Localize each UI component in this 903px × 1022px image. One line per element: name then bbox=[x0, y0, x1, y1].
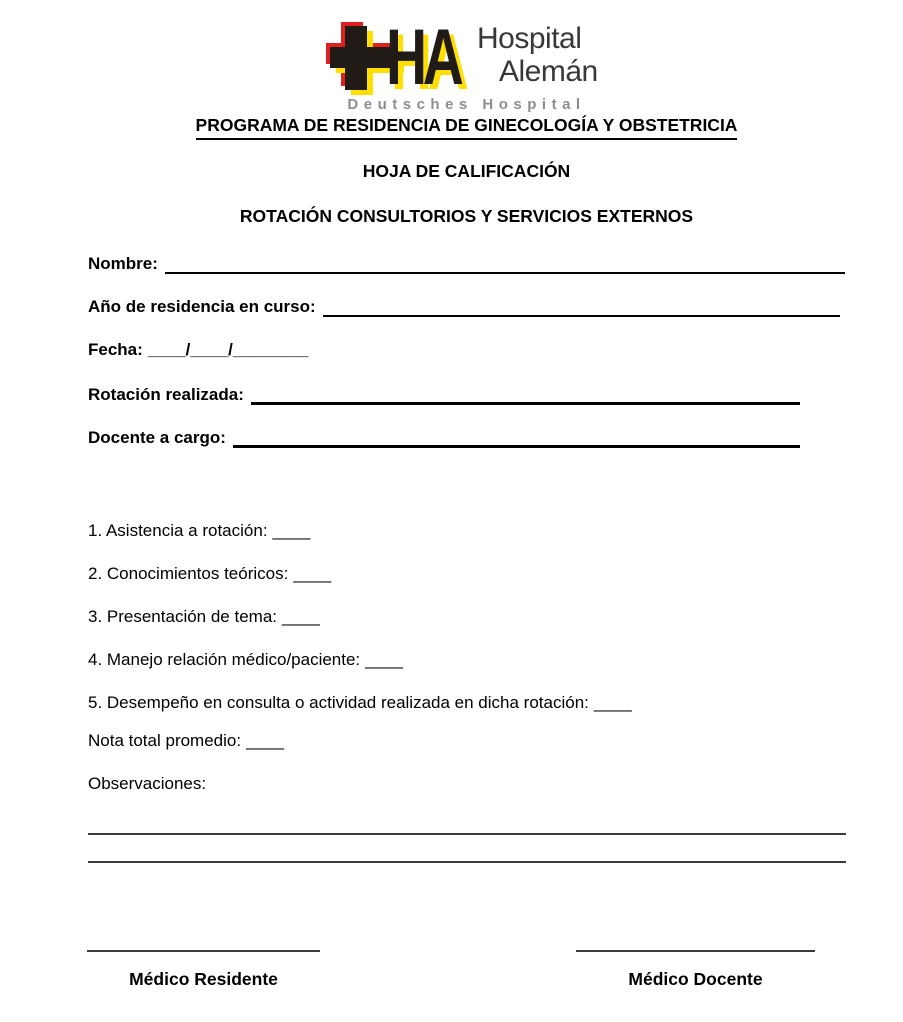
item-label: 5. Desempeño en consulta o actividad realizada en dicha rotación: bbox=[88, 693, 589, 712]
nota-label: Nota total promedio: bbox=[88, 731, 242, 750]
hospital-aleman-logo bbox=[330, 12, 470, 101]
item-label: 1. Asistencia a rotación: bbox=[88, 521, 268, 540]
item-label: 3. Presentación de tema: bbox=[88, 607, 278, 626]
heading-sheet: HOJA DE CALIFICACIÓN bbox=[362, 161, 571, 181]
fecha-label: Fecha: bbox=[88, 340, 143, 359]
nota-blank: ____ bbox=[246, 731, 284, 750]
field-docente bbox=[88, 428, 800, 448]
heading-rotation: ROTACIÓN CONSULTORIOS Y SERVICIOS EXTERNOS bbox=[239, 206, 694, 226]
item-asistencia bbox=[88, 521, 310, 541]
item-presentacion bbox=[88, 607, 320, 627]
item-blank: ____ bbox=[282, 607, 320, 626]
item-blank: ____ bbox=[593, 693, 632, 712]
field-fecha bbox=[88, 340, 309, 360]
item-manejo bbox=[88, 650, 403, 670]
field-anio bbox=[88, 297, 840, 317]
logo-monogram: HA bbox=[386, 12, 460, 101]
signature-label-docente: Médico Docente bbox=[628, 969, 763, 989]
observaciones-row bbox=[88, 774, 206, 794]
rotacion-label: Rotación realizada: bbox=[88, 385, 244, 404]
signature-line-residente bbox=[87, 934, 320, 952]
hospital-name-line1: Hospital bbox=[477, 22, 582, 55]
signature-label-residente: Médico Residente bbox=[129, 969, 278, 989]
rotacion-line bbox=[251, 383, 800, 405]
hospital-name bbox=[477, 22, 598, 88]
item-label: 4. Manejo relación médico/paciente: bbox=[88, 650, 361, 669]
item-label: 2. Conocimientos teóricos: bbox=[88, 564, 289, 583]
anio-label: Año de residencia en curso: bbox=[88, 297, 316, 316]
item-blank: ____ bbox=[365, 650, 403, 669]
anio-line bbox=[323, 296, 840, 317]
field-nombre bbox=[88, 254, 845, 274]
docente-label: Docente a cargo: bbox=[88, 428, 226, 447]
item-blank: ____ bbox=[293, 564, 332, 583]
hospital-tagline: Deutsches Hospital bbox=[347, 96, 586, 113]
fecha-blank: ____/____/________ bbox=[147, 340, 309, 359]
nombre-label: Nombre: bbox=[88, 254, 158, 273]
item-desempeno bbox=[88, 693, 632, 713]
observaciones-line-1 bbox=[88, 817, 846, 835]
field-rotacion bbox=[88, 385, 800, 405]
item-blank: ____ bbox=[272, 521, 311, 540]
item-conocimientos bbox=[88, 564, 331, 584]
docente-line bbox=[233, 426, 800, 448]
observaciones-line-2 bbox=[88, 845, 846, 863]
observaciones-label: Observaciones: bbox=[88, 774, 207, 793]
field-nota bbox=[88, 731, 284, 751]
heading-program: PROGRAMA DE RESIDENCIA DE GINECOLOGÍA Y OBSTETRICIA bbox=[88, 115, 845, 140]
nombre-line bbox=[165, 253, 845, 274]
signature-line-docente bbox=[576, 934, 815, 952]
hospital-name-line2: Alemán bbox=[499, 55, 598, 88]
